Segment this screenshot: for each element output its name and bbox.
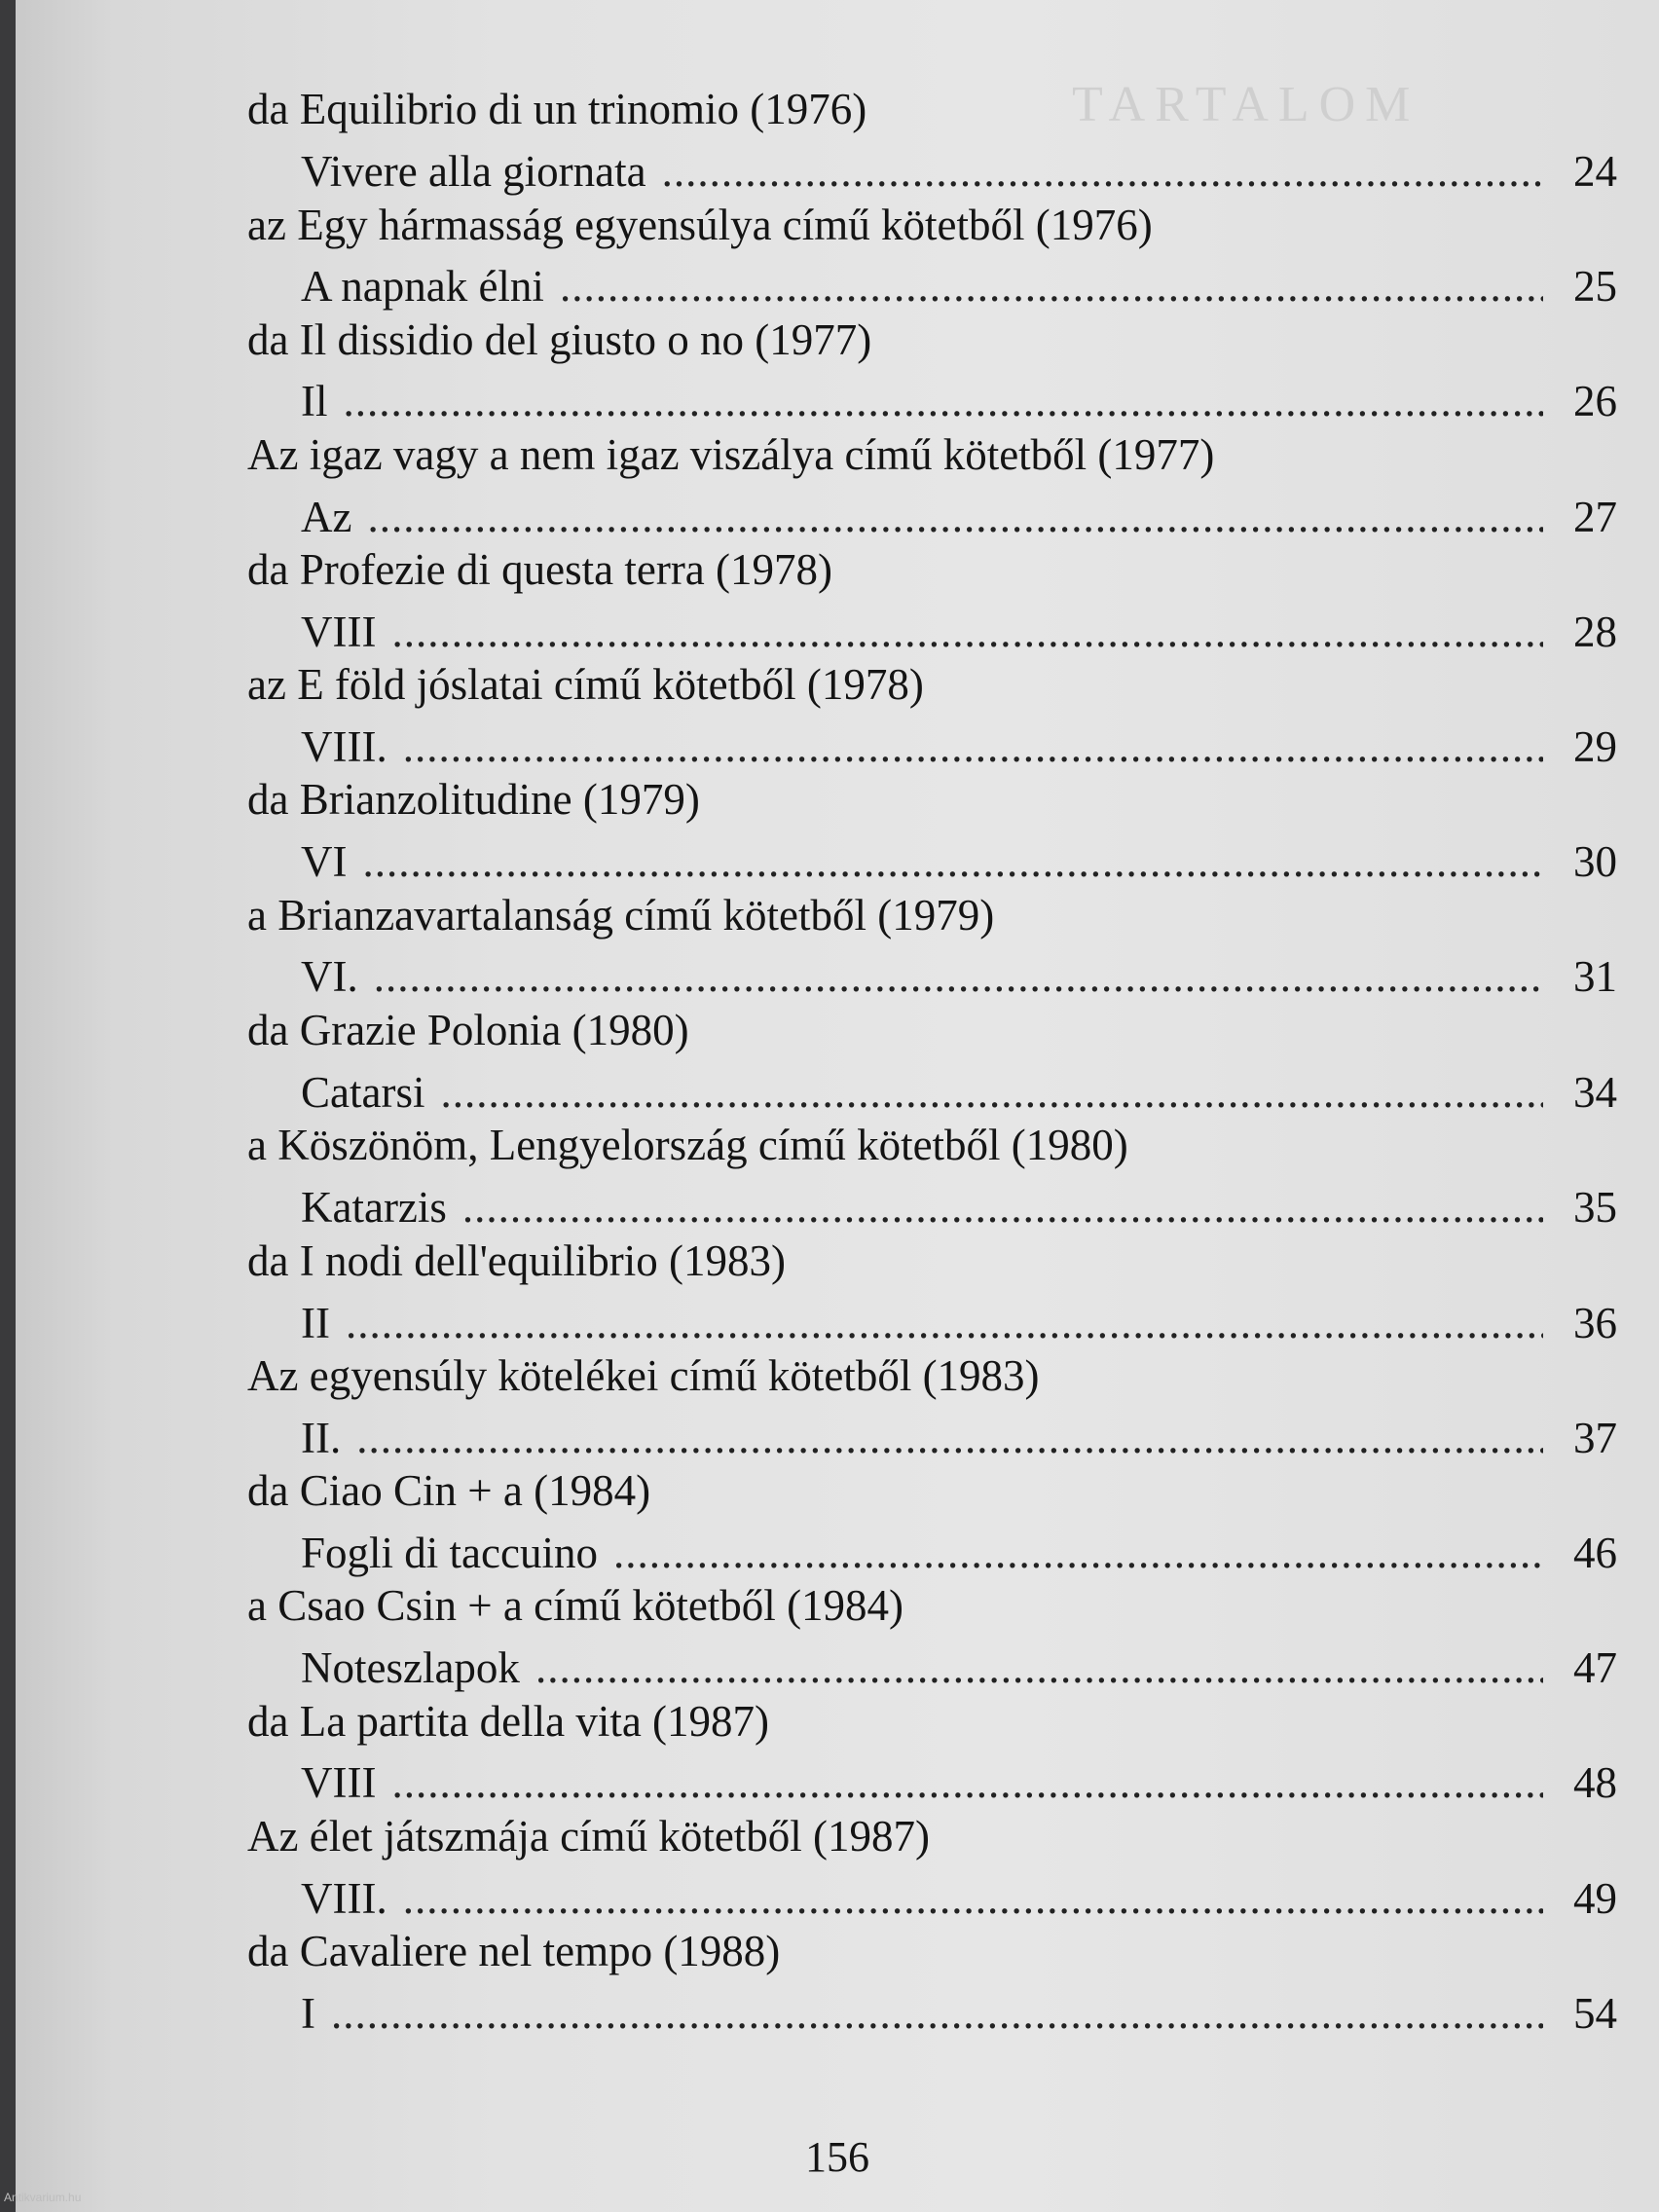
section-heading: da Profezie di questa terra (1978)	[247, 545, 832, 594]
entry-title: I	[301, 1989, 315, 2038]
toc-entry[interactable]	[301, 1640, 1617, 1696]
dot-leader	[367, 489, 1543, 545]
toc-entry[interactable]	[301, 1410, 1617, 1466]
dot-leader	[344, 373, 1544, 429]
section-heading: da Grazie Polonia (1980)	[247, 1006, 689, 1054]
dot-leader	[662, 143, 1543, 200]
entry-title: VI	[301, 837, 348, 886]
dot-leader	[362, 833, 1543, 890]
dot-leader	[560, 258, 1543, 314]
dot-leader	[613, 1525, 1543, 1581]
dot-leader	[391, 1754, 1543, 1811]
entry-page-number: 24	[1573, 147, 1617, 196]
entry-page-number: 35	[1573, 1183, 1617, 1232]
dot-leader	[374, 948, 1543, 1005]
toc-entry[interactable]	[301, 143, 1617, 200]
entry-page-number: 25	[1573, 262, 1617, 311]
entry-title: A napnak élni	[301, 262, 544, 311]
toc-entry[interactable]	[301, 1870, 1617, 1927]
toc-entry[interactable]	[301, 489, 1617, 545]
page-number: 156	[805, 2133, 869, 2181]
dot-leader	[403, 719, 1543, 775]
section-heading: a Brianzavartalanság című kötetből (1979)	[247, 891, 995, 940]
toc-entry[interactable]	[301, 1179, 1617, 1235]
entry-page-number: 27	[1573, 493, 1617, 541]
section-heading: da Ciao Cin + a (1984)	[247, 1466, 651, 1515]
entry-title: Katarzis	[301, 1183, 447, 1232]
entry-page-number: 29	[1573, 722, 1617, 771]
section-heading: da Equilibrio di un trinomio (1976)	[247, 85, 867, 133]
dot-leader	[356, 1410, 1543, 1466]
toc-entry[interactable]	[301, 373, 1617, 429]
entry-page-number: 30	[1573, 837, 1617, 886]
section-heading: Az egyensúly kötelékei című kötetből (1983)	[247, 1351, 1040, 1400]
toc-entry[interactable]	[301, 1985, 1617, 2042]
entry-page-number: 31	[1573, 952, 1617, 1001]
toc-entry[interactable]	[301, 258, 1617, 314]
dot-leader	[403, 1870, 1543, 1927]
entry-page-number: 49	[1573, 1874, 1617, 1923]
section-heading: Az igaz vagy a nem igaz viszálya című kötetből (1977)	[247, 430, 1215, 479]
toc-entry[interactable]	[301, 1525, 1617, 1581]
toc-entry[interactable]	[301, 948, 1617, 1005]
entry-title: VIII.	[301, 722, 387, 771]
entry-title: Noteszlapok	[301, 1643, 520, 1692]
toc-entry[interactable]	[301, 1064, 1617, 1121]
section-heading: a Köszönöm, Lengyelország című kötetből (1980)	[247, 1121, 1128, 1169]
dot-leader	[331, 1985, 1543, 2042]
dot-leader	[440, 1064, 1543, 1121]
section-heading: da I nodi dell'equilibrio (1983)	[247, 1236, 786, 1285]
entry-page-number: 37	[1573, 1414, 1617, 1462]
entry-page-number: 47	[1573, 1643, 1617, 1692]
entry-page-number: 46	[1573, 1529, 1617, 1577]
table-of-contents	[16, 0, 1659, 2212]
entry-title: Fogli di taccuino	[301, 1529, 598, 1577]
source-watermark: Antikvarium.hu	[4, 2191, 82, 2204]
entry-title: VIII	[301, 608, 377, 656]
section-heading: az E föld jóslatai című kötetből (1978)	[247, 660, 924, 709]
section-heading: da La partita della vita (1987)	[247, 1697, 770, 1746]
entry-title: Catarsi	[301, 1068, 425, 1117]
entry-page-number: 54	[1573, 1989, 1617, 2038]
entry-page-number: 36	[1573, 1299, 1617, 1347]
toc-entry[interactable]	[301, 719, 1617, 775]
entry-page-number: 48	[1573, 1758, 1617, 1807]
entry-page-number: 34	[1573, 1068, 1617, 1117]
section-heading: da Cavaliere nel tempo (1988)	[247, 1927, 781, 1975]
section-heading: Az élet játszmája című kötetből (1987)	[247, 1812, 931, 1861]
toc-entry[interactable]	[301, 1295, 1617, 1351]
entry-page-number: 28	[1573, 608, 1617, 656]
dot-leader	[391, 604, 1543, 660]
entry-title: VIII.	[301, 1874, 387, 1923]
toc-entry[interactable]	[301, 604, 1617, 660]
entry-page-number: 26	[1573, 377, 1617, 425]
section-heading: a Csao Csin + a című kötetből (1984)	[247, 1581, 904, 1630]
entry-title: Az	[301, 493, 352, 541]
section-heading: az Egy hármasság egyensúlya című kötetből (1976)	[247, 201, 1153, 249]
toc-entry[interactable]	[301, 833, 1617, 890]
dot-leader	[535, 1640, 1543, 1696]
toc-entry[interactable]	[301, 1754, 1617, 1811]
dot-leader	[346, 1295, 1543, 1351]
entry-title: Vivere alla giornata	[301, 147, 646, 196]
book-page	[16, 0, 1659, 2212]
bleed-through-heading: TARTALOM	[1072, 77, 1420, 132]
section-heading: da Il dissidio del giusto o no (1977)	[247, 315, 872, 364]
entry-title: Il	[301, 377, 328, 425]
dot-leader	[462, 1179, 1543, 1235]
section-heading: da Brianzolitudine (1979)	[247, 775, 700, 824]
entry-title: II	[301, 1299, 330, 1347]
entry-title: VI.	[301, 952, 358, 1001]
entry-title: VIII	[301, 1758, 377, 1807]
entry-title: II.	[301, 1414, 342, 1462]
